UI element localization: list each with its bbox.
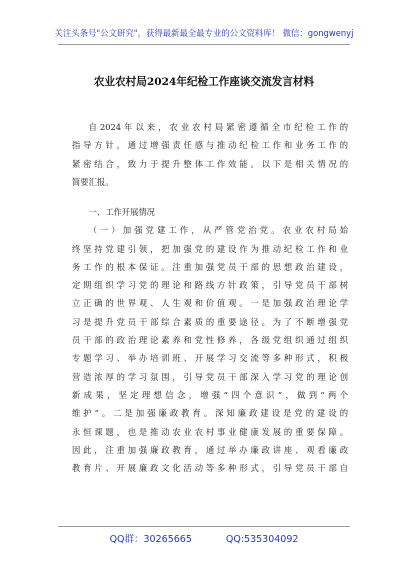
- footer-contact: [0, 531, 408, 545]
- header-divider: [58, 44, 350, 45]
- intro-line: 紧密结合，致力于提升整体工作效能。以下是相关情况的: [72, 158, 348, 169]
- document-title: 农业农村局2024年纪检工作座谈交流发言材料: [93, 76, 315, 88]
- body-line: 习是提升党员干部综合素质的重要途径。为了不断增强党: [72, 316, 348, 327]
- intro-paragraph: [72, 118, 348, 191]
- body-line: 定期组织学习党的理论和路线方针政策，引导党员干部树: [72, 280, 348, 291]
- work-section: [72, 203, 348, 477]
- body-line: 终坚持党建引领，把加强党的建设作为推动纪检工作和业: [72, 243, 348, 254]
- body-line: 因此，注重加强廉政教育，通过举办廉政讲座、观看廉政: [72, 444, 348, 455]
- footer-qq-group: QQ群：30265665: [109, 534, 192, 545]
- intro-line: 自2024年以来，农业农村局紧密遵循全市纪检工作的: [88, 122, 348, 132]
- body-line: 立正确的世界观、人生观和价值观。一是加强政治理论学: [72, 298, 348, 309]
- body-line: 营造浓厚的学习氛围，引导党员干部深入学习党的理论创: [72, 371, 348, 382]
- body-line: （一）加强党建工作，从严管党治党。农业农村局始: [88, 225, 348, 236]
- body-line: 新成果，坚定理想信念，增强“四个意识”，做到“两个: [72, 389, 348, 400]
- header-promo-note: 关注头条号"公文研究"，获得最新最全最专业的公文资料库！ 微信：gongwenyj: [54, 28, 354, 38]
- body-line: 专题学习、举办培训班、开展学习交流等多种形式，积极: [72, 353, 348, 364]
- intro-line: 简要汇报。: [72, 176, 114, 187]
- body-line: 员干部的政治理论素养和党性修养，各级党组织通过组织: [72, 335, 348, 346]
- body-line: 维护”。二是加强廉政教育。深知廉政建设是党的建设的: [72, 408, 348, 419]
- body-line: 务工作的根本保证。注重加强党员干部的思想政治建设，: [72, 261, 348, 272]
- body-line: 永恒课题，也是推动农业农村事业健康发展的重要保障。: [72, 426, 348, 437]
- intro-line: 指导方针，通过增强责任感与推动纪检工作和业务工作的: [72, 140, 348, 151]
- footer-divider: [58, 526, 350, 527]
- body-line: 教育片、开展廉政文化活动等多种形式，引导党员干部自: [72, 463, 348, 474]
- footer-qq-number: QQ:535304092: [225, 534, 299, 545]
- section-heading: 一、工作开展情况: [88, 207, 155, 217]
